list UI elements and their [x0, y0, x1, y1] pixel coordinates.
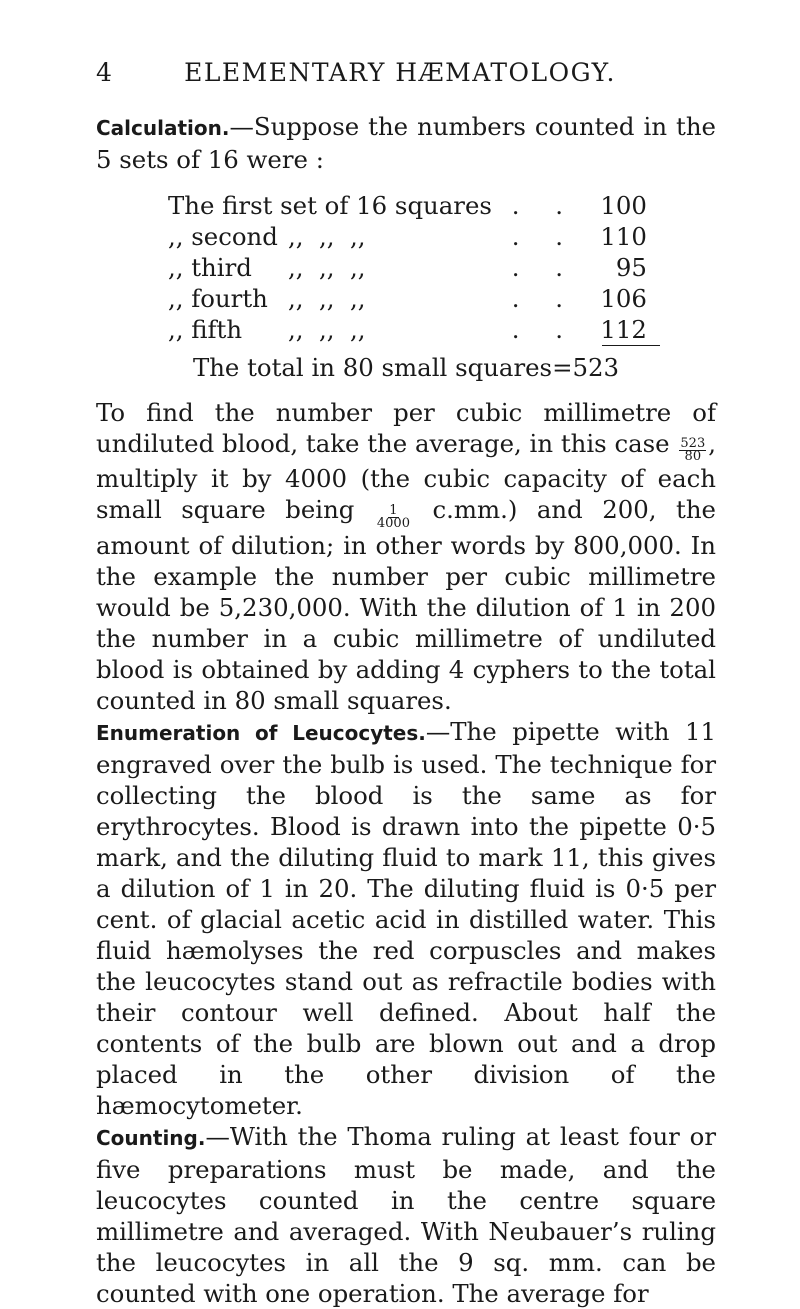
text-run: , multiply it by 4000 (the cubic capacity of each small square being: [96, 429, 716, 525]
sum-rule: [602, 345, 660, 346]
row-ditto: ,, ,, ,,: [288, 222, 366, 251]
enumeration-paragraph: [96, 716, 716, 1121]
row-ditto: ,, ,, ,,: [288, 284, 366, 313]
row-value: 106: [600, 284, 647, 313]
counting-paragraph: [96, 1121, 716, 1309]
table-row: [168, 314, 647, 345]
row-label: ,, second: [168, 222, 278, 251]
enumeration-heading: Enumeration of Leucocytes.: [96, 720, 426, 745]
total-line: The total in 80 small squares=523: [192, 353, 620, 382]
row-leader-dots: . .: [511, 253, 578, 282]
row-leader-dots: . .: [511, 222, 578, 251]
fraction-average: [679, 438, 706, 463]
calculation-paragraph: [96, 111, 716, 175]
counting-heading: Counting.: [96, 1125, 206, 1150]
row-value: 95: [615, 253, 647, 282]
table-row: [168, 221, 647, 252]
row-value: 112: [600, 315, 647, 344]
enumeration-text: —The pipette with 11 engraved over the bulb is used. The technique for collecting the blood is the same as for erythrocytes. Blood is drawn into the pipette 0·5 mark, and the diluting fluid to mark 11, this gives a dilution of 1 in 20. The diluting fluid is 0·5 per cent. of glacial acetic acid in distilled water. This fluid hæmolyses the red corpuscles and makes the leucocytes stand out as refractile bodies with their contour well defined. About half the contents of the bulb are blown out and a drop placed in the other division of the hæmocytometer.: [96, 716, 717, 1120]
counting-text: —With the Thoma ruling at least four or five preparations must be made, and the leucocytes counted in the centre square millimetre and averaged. With Neubauer’s ruling the leucocytes in all the 9 sq. mm. can be counted with one operation. The average for: [96, 1121, 716, 1308]
fraction-numerator: 1: [389, 502, 398, 518]
page-number: 4: [96, 58, 112, 87]
row-leader-dots: . .: [511, 284, 578, 313]
page-header: [96, 58, 704, 94]
row-label: ,, third: [168, 253, 252, 282]
calculation-intro: —Suppose the numbers counted in the 5 sets of 16 were :: [96, 112, 716, 174]
fraction-denominator: 4000: [376, 515, 410, 531]
text-run: c.mm.) and 200, the amount of dilution; in other words by 800,000. In the example the number per cubic millimetre would be 5,230,000. With the dilution of 1 in 200 the number in a cubic millimetre of undiluted blood is obtained by adding 4 cyphers to the total counted in 80 small squares.: [96, 495, 716, 715]
text-run: To find the number per cubic millimetre of undiluted blood, take the average, in this case: [96, 398, 716, 458]
table-row: [168, 252, 647, 283]
fraction-numerator: 523: [680, 436, 706, 452]
average-paragraph: [96, 397, 716, 716]
row-label: ,, fourth: [168, 284, 268, 313]
row-label: The first set of 16 squares: [168, 191, 492, 220]
table-row: [168, 190, 647, 221]
fraction-capacity: [376, 502, 411, 531]
counts-table: [168, 190, 647, 345]
calculation-heading: Calculation.: [96, 116, 230, 140]
row-ditto: ,, ,, ,,: [288, 315, 366, 344]
fraction-denominator: 80: [684, 449, 702, 465]
row-label: ,, fifth: [168, 315, 243, 344]
row-leader-dots: . .: [511, 191, 578, 220]
body-text: [96, 111, 716, 1309]
row-leader-dots: . .: [511, 315, 578, 344]
row-value: 110: [600, 222, 647, 251]
row-ditto: ,, ,, ,,: [288, 253, 366, 282]
table-row: [168, 283, 647, 314]
row-value: 100: [600, 191, 647, 220]
running-title: ELEMENTARY HÆMATOLOGY.: [184, 58, 616, 87]
